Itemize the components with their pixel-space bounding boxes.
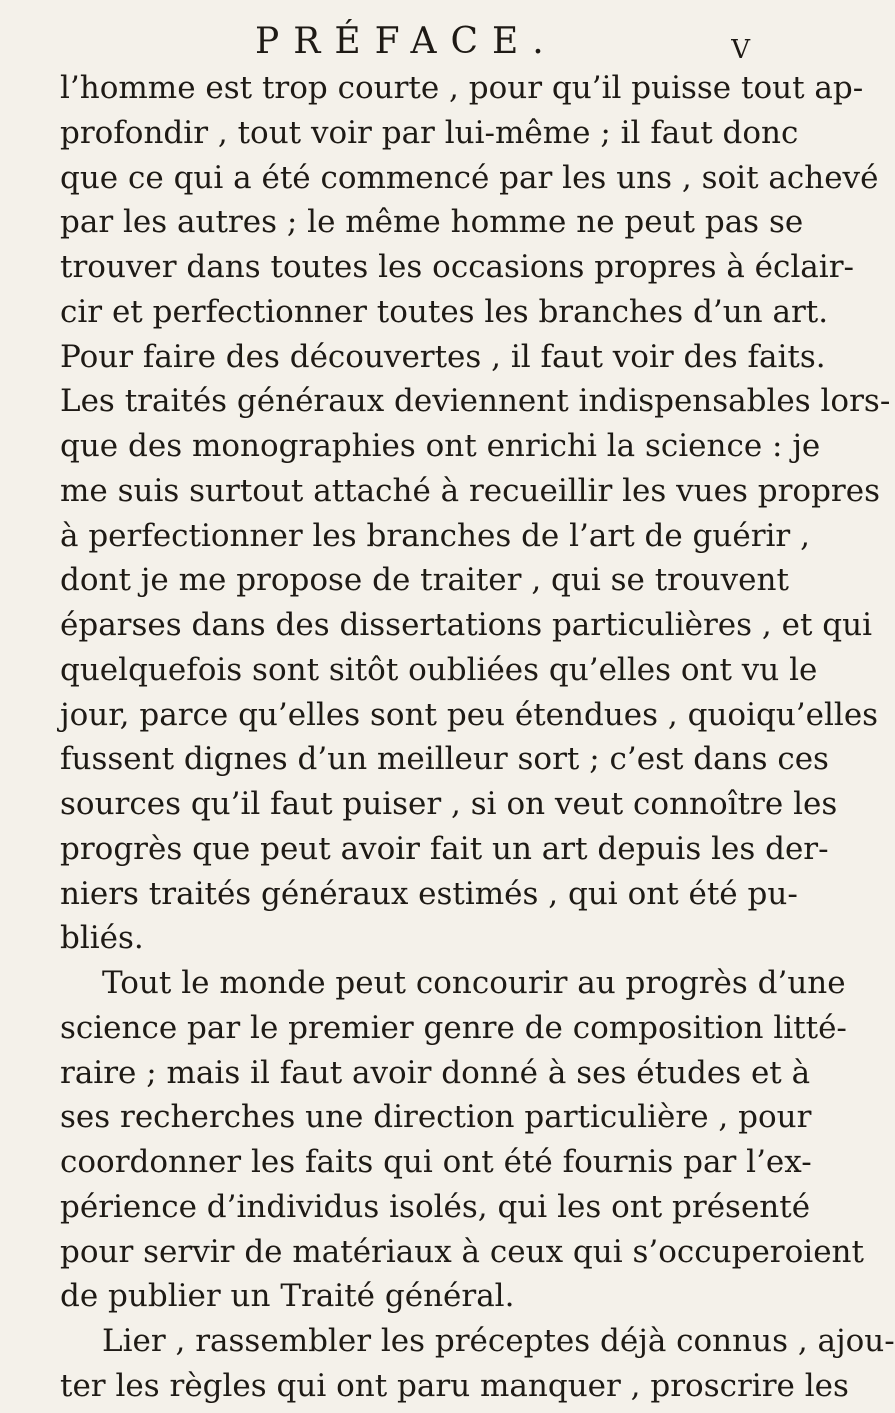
text-line: Pour faire des découvertes , il faut voir des faits. <box>60 338 826 375</box>
text-line: quelquefois sont sitôt oubliées qu’elles ont vu le <box>60 651 818 688</box>
text-line: progrès que peut avoir fait un art depuis les der- <box>60 830 829 867</box>
text-line: par les autres ; le même homme ne peut pas se <box>60 204 804 241</box>
text-line: que ce qui a été commencé par les uns , soit achevé <box>60 159 879 196</box>
text-line: Les traités généraux deviennent indispensables lors- <box>60 383 891 420</box>
text-line: ter les règles qui ont paru manquer , proscrire les <box>60 1367 849 1404</box>
text-line: bliés. <box>60 920 144 957</box>
text-line: profondir , tout voir par lui-même ; il faut donc <box>60 114 799 151</box>
text-line: à perfectionner les branches de l’art de guérir , <box>60 517 810 554</box>
text-line: coordonner les faits qui ont été fournis par l’ex- <box>60 1144 812 1180</box>
text-line: trouver dans toutes les occasions propres à éclair- <box>60 249 854 285</box>
text-line: raire ; mais il faut avoir donné à ses études et à <box>60 1054 811 1091</box>
text-line: éparses dans des dissertations particulières , et qui <box>60 607 872 643</box>
text-line: ses recherches une direction particulière , pour <box>60 1099 812 1136</box>
text-line: Tout le monde peut concourir au progrès d’une <box>102 965 846 1001</box>
text-line: périence d’individus isolés, qui les ont présenté <box>60 1188 811 1225</box>
text-line: sources qu’il faut puiser , si on veut connoître les <box>60 786 838 822</box>
page-number: V <box>731 35 750 65</box>
text-line: Lier , rassembler les préceptes déjà connus , ajou- <box>102 1323 895 1359</box>
body-text <box>60 66 895 1409</box>
running-title: PRÉFACE. <box>255 21 558 62</box>
text-line: que des monographies ont enrichi la science : je <box>60 428 821 464</box>
text-line: me suis surtout attaché à recueillir les vues propres <box>60 472 881 509</box>
page-header <box>60 20 750 64</box>
text-line: de publier un Traité général. <box>60 1278 515 1315</box>
text-line: niers traités généraux estimés , qui ont été pu- <box>60 875 798 912</box>
text-line: dont je me propose de traiter , qui se trouvent <box>60 562 789 599</box>
text-line: pour servir de matériaux à ceux qui s’occuperoient <box>60 1233 864 1270</box>
text-line: l’homme est trop courte , pour qu’il puisse tout ap- <box>60 70 864 106</box>
text-line: jour, parce qu’elles sont peu étendues , quoiqu’elles <box>60 696 879 733</box>
text-line: fussent dignes d’un meilleur sort ; c’est dans ces <box>60 741 829 778</box>
text-line: cir et perfectionner toutes les branches d’un art. <box>60 293 829 330</box>
text-line: science par le premier genre de composition litté- <box>60 1009 847 1046</box>
